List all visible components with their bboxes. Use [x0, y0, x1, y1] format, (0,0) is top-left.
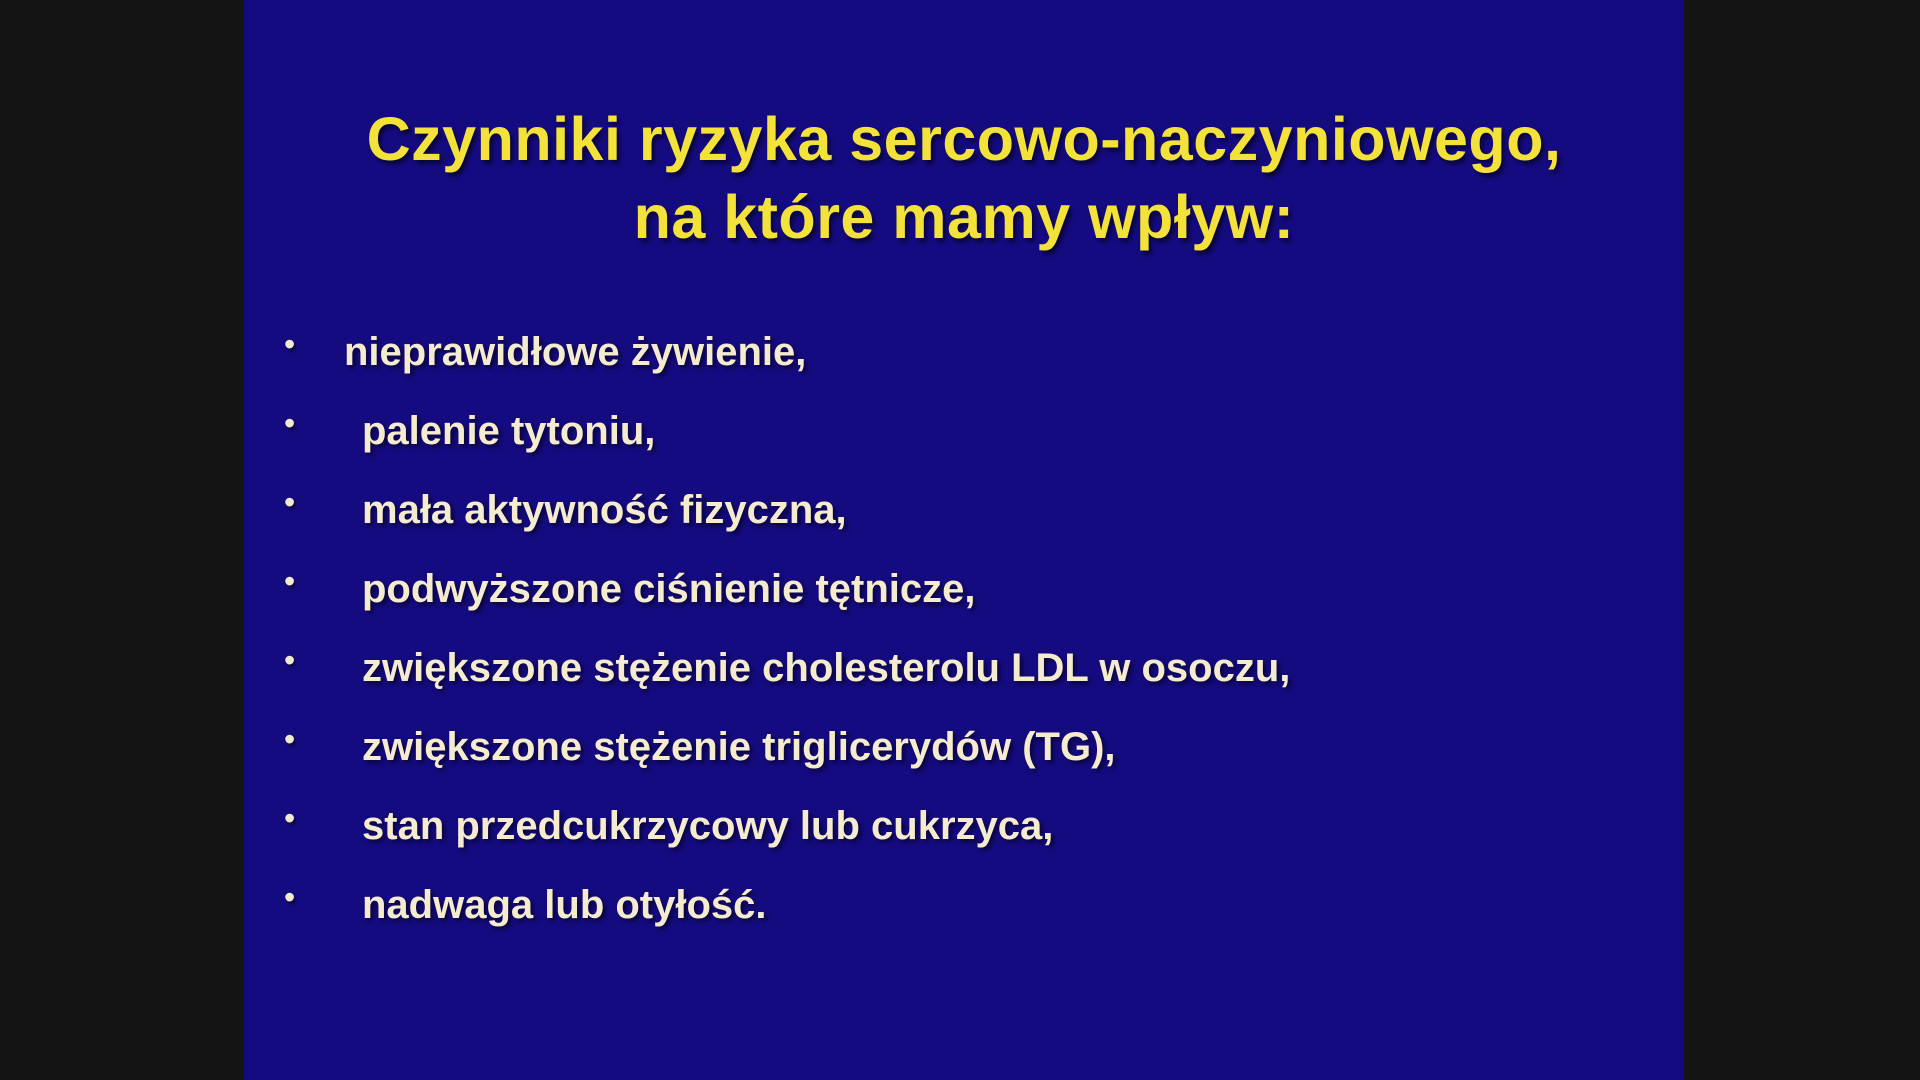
bullet-icon: • [284, 642, 296, 678]
list-item-text: zwiększone stężenie cholesterolu LDL w osoczu, [362, 646, 1291, 690]
list-item [284, 787, 1290, 866]
list-item [284, 866, 1290, 945]
bullet-icon: • [284, 484, 296, 520]
list-item [284, 392, 1290, 471]
bullet-icon: • [284, 879, 296, 915]
presentation-slide [244, 0, 1684, 1080]
slide-title-line-1: Czynniki ryzyka sercowo-naczyniowego, [366, 105, 1562, 173]
bullet-icon: • [284, 405, 296, 441]
bullet-icon: • [284, 326, 296, 362]
list-item-text: stan przedcukrzycowy lub cukrzyca, [362, 804, 1054, 848]
list-item-text: podwyższone ciśnienie tętnicze, [362, 567, 976, 611]
risk-factor-list [284, 313, 1290, 945]
list-item-text: mała aktywność fizyczna, [362, 488, 847, 532]
list-item-text: nieprawidłowe żywienie, [344, 330, 807, 374]
list-item-text: zwiększone stężenie triglicerydów (TG), [362, 725, 1116, 769]
list-item [284, 708, 1290, 787]
list-item-text: nadwaga lub otyłość. [362, 883, 767, 927]
list-item-text: palenie tytoniu, [362, 409, 656, 453]
bullet-icon: • [284, 800, 296, 836]
list-item [284, 471, 1290, 550]
list-item [284, 550, 1290, 629]
slide-title-line-2: na które mamy wpływ: [633, 183, 1295, 251]
list-item [284, 629, 1290, 708]
bullet-icon: • [284, 721, 296, 757]
list-item [284, 313, 1290, 392]
slide-title [244, 100, 1684, 256]
bullet-icon: • [284, 563, 296, 599]
